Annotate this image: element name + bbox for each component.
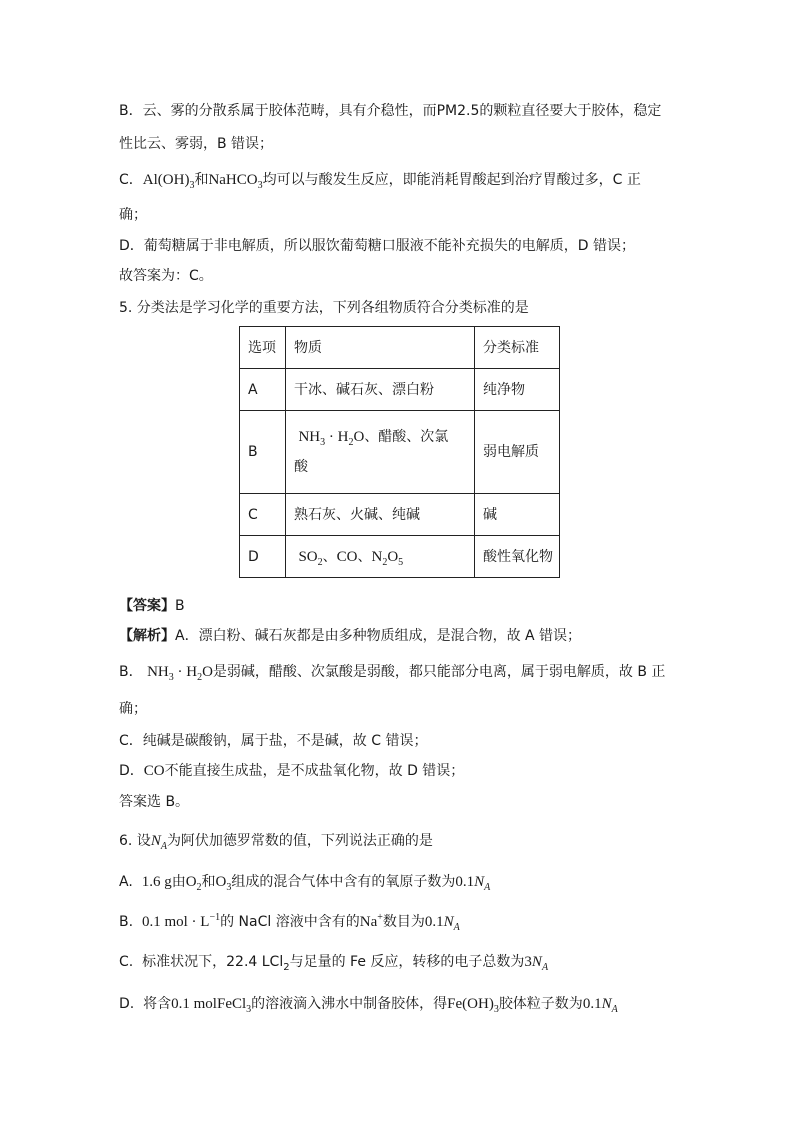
row-b-option: B bbox=[240, 411, 286, 494]
q6-stem-prefix: 6. 设 bbox=[119, 833, 151, 849]
analysis-b-rest: 是弱碱，醋酸、次氯酸是弱酸，都只能部分电离，属于弱电解质，故 B 正 bbox=[212, 664, 666, 680]
analysis-co: CO bbox=[143, 763, 165, 779]
row-d-standard: 酸性氧化物 bbox=[475, 536, 560, 578]
analysis-nh3-sub: 3 bbox=[168, 672, 174, 683]
q5-analysis-c: C．纯碱是碳酸钠，属于盐，不是碱，故 C 错误； bbox=[119, 733, 428, 749]
formula-na-ion bbox=[360, 914, 383, 930]
q5-classification-table bbox=[239, 326, 560, 578]
q6-option-a bbox=[119, 872, 490, 892]
analysis-label: 【解析】 bbox=[119, 628, 175, 644]
n2o5-o: O bbox=[387, 548, 399, 565]
prev-option-d-line: D．葡萄糖属于非电解质，所以服饮葡萄糖口服液不能补充损失的电解质，D 错误； bbox=[119, 238, 636, 254]
prev-c-rest: 均可以与酸发生反应，即能消耗胃酸起到治疗胃酸过多，C 正 bbox=[262, 172, 641, 188]
opt-a-na-base: N bbox=[474, 874, 485, 890]
opt-c-t2: 与足量的 Fe 反应，转移的电子总数为 bbox=[289, 954, 525, 970]
header-substance: 物质 bbox=[286, 327, 475, 369]
opt-b-t2: 数目为 bbox=[382, 914, 425, 930]
analysis-h-sub: 2 bbox=[197, 672, 203, 683]
opt-c-na-base: N bbox=[531, 954, 542, 970]
row-d-sep2: 、 bbox=[357, 548, 372, 565]
row-b-rest1: 、醋酸、次氯 bbox=[364, 429, 449, 445]
opt-d-t1: 将含 bbox=[143, 996, 172, 1012]
table-row-b bbox=[240, 411, 560, 494]
n2o5-nsub: 2 bbox=[382, 556, 388, 568]
q6-option-b bbox=[119, 912, 460, 932]
analysis-d-rest: 不能直接生成盐，是不成盐氧化物，故 D 错误； bbox=[164, 763, 465, 779]
prev-answer-line: 故答案为：C。 bbox=[119, 268, 213, 284]
formula-n2o5 bbox=[371, 548, 404, 568]
opt-c-cl-sub: 2 bbox=[283, 961, 290, 973]
opt-c-t1: 标准状况下，22.4 LCl bbox=[142, 954, 284, 970]
row-c-standard: 碱 bbox=[475, 494, 560, 536]
table-row-c bbox=[240, 494, 560, 536]
opt-d-na bbox=[601, 996, 618, 1015]
header-option: 选项 bbox=[240, 327, 286, 369]
row-b-substances bbox=[286, 411, 475, 494]
formula-nahco3-sub: 3 bbox=[257, 180, 263, 191]
q5-stem: 5. 分类法是学习化学的重要方法，下列各组物质符合分类标准的是 bbox=[119, 300, 529, 316]
opt-a-t3: 组成的混合气体中含有的氧原子数为 bbox=[231, 874, 456, 890]
o3-sub: 3 bbox=[226, 882, 232, 893]
formula-nahco3-base: NaHCO bbox=[208, 172, 258, 188]
opt-a-na-sub: A bbox=[484, 882, 491, 893]
formula-o3 bbox=[215, 874, 232, 893]
opt-d-na-sub: A bbox=[611, 1004, 618, 1015]
q5-analysis-b-line2: 确； bbox=[119, 701, 147, 717]
opt-d-t3: 胶体粒子数为 bbox=[498, 996, 583, 1012]
o2-sub: 2 bbox=[196, 882, 202, 893]
q6-stem-rest: 为阿伏加德罗常数的值，下列说法正确的是 bbox=[166, 833, 433, 849]
opt-b-na-sub: A bbox=[453, 922, 460, 933]
opt-b-conc-base: 0.1 mol · L bbox=[141, 914, 210, 930]
na-ion-base: Na bbox=[359, 914, 378, 930]
n2o5-n: N bbox=[371, 548, 383, 565]
opt-a-label: A. bbox=[119, 874, 133, 890]
opt-a-t2: 和 bbox=[201, 874, 216, 890]
q6-option-c bbox=[119, 952, 548, 972]
row-b-standard: 弱电解质 bbox=[475, 411, 560, 494]
h2o-sub: 2 bbox=[348, 437, 354, 448]
nh3-sub: 3 bbox=[320, 437, 326, 448]
n2o5-osub: 5 bbox=[398, 556, 404, 568]
o3-base: O bbox=[215, 874, 227, 890]
formula-o2 bbox=[185, 874, 202, 893]
q6-option-d bbox=[119, 994, 618, 1014]
answer-label: 【答案】 bbox=[119, 598, 175, 614]
q5-analysis-d bbox=[119, 761, 464, 781]
analysis-a-text: A．漂白粉、碱石灰都是由多种物质组成，是混合物，故 A 错误； bbox=[175, 628, 582, 644]
opt-c-value: 3 bbox=[524, 954, 532, 970]
analysis-h-base: H bbox=[186, 664, 198, 680]
formula-aloh3 bbox=[142, 172, 195, 191]
row-a-standard: 纯净物 bbox=[475, 369, 560, 411]
table-row-d bbox=[240, 536, 560, 578]
opt-b-conc bbox=[142, 914, 220, 930]
opt-c-na bbox=[531, 954, 549, 973]
formula-aloh3-sub: 3 bbox=[189, 180, 195, 191]
opt-a-value: 0.1 bbox=[455, 874, 475, 890]
row-c-substances: 熟石灰、火碱、纯碱 bbox=[286, 494, 475, 536]
formula-nahco3 bbox=[208, 172, 263, 191]
formula-co: CO bbox=[336, 548, 358, 565]
feoh3-sub: 3 bbox=[493, 1004, 499, 1015]
so2-base: SO bbox=[298, 548, 318, 565]
opt-a-t1: 由 bbox=[171, 874, 186, 890]
opt-d-amount bbox=[171, 996, 252, 1015]
opt-c-na-sub: A bbox=[541, 962, 549, 973]
formula-aloh3-base: Al(OH) bbox=[142, 172, 190, 188]
h2o-o: O bbox=[353, 429, 365, 445]
row-b-rest2: 酸 bbox=[294, 459, 308, 475]
opt-d-value: 0.1 bbox=[582, 996, 602, 1012]
prev-c-prefix: C． bbox=[119, 172, 143, 188]
q5-answer bbox=[119, 596, 185, 616]
nh3-dot: · bbox=[328, 429, 334, 445]
na-sub: A bbox=[160, 841, 167, 852]
opt-b-t1: 的 NaCl 溶液中含有的 bbox=[220, 914, 360, 930]
formula-nh3h2o bbox=[298, 429, 365, 448]
analysis-nh3-base: NH bbox=[147, 664, 169, 680]
o2-base: O bbox=[185, 874, 197, 890]
opt-a-mass: 1.6 g bbox=[141, 874, 172, 890]
opt-a-na bbox=[474, 874, 491, 893]
row-d-option: D bbox=[240, 536, 286, 578]
prev-option-b-line2: 性比云、雾弱，B 错误； bbox=[119, 136, 274, 152]
opt-d-na-base: N bbox=[601, 996, 612, 1012]
so2-sub: 2 bbox=[317, 556, 323, 568]
header-standard: 分类标准 bbox=[475, 327, 560, 369]
opt-b-na bbox=[443, 914, 460, 933]
na-ion-sup: + bbox=[377, 912, 383, 923]
na-base: N bbox=[150, 833, 161, 849]
opt-d-amount-sub: 3 bbox=[246, 1004, 252, 1015]
q5-analysis-a bbox=[119, 626, 581, 646]
opt-b-label: B. bbox=[119, 914, 134, 930]
opt-b-conc-sup: −1 bbox=[209, 912, 221, 923]
nh3-base: NH bbox=[298, 429, 321, 445]
opt-d-label: D. bbox=[119, 996, 135, 1012]
analysis-b-prefix: B． bbox=[119, 664, 143, 680]
q5-conclusion: 答案选 B。 bbox=[119, 794, 190, 810]
formula-so2 bbox=[298, 548, 323, 568]
opt-d-amount-base: 0.1 molFeCl bbox=[171, 996, 247, 1012]
row-d-sep1: 、 bbox=[322, 548, 337, 565]
analysis-d-prefix: D． bbox=[119, 763, 144, 779]
prev-option-c-line2: 确； bbox=[119, 207, 147, 223]
q6-stem bbox=[119, 831, 433, 851]
opt-d-t2: 的溶液滴入沸水中制备胶体，得 bbox=[251, 996, 448, 1012]
table-row-a bbox=[240, 369, 560, 411]
q5-analysis-b-line1 bbox=[119, 662, 665, 682]
table-header-row bbox=[240, 327, 560, 369]
row-a-substances: 干冰、碱石灰、漂白粉 bbox=[286, 369, 475, 411]
opt-b-value: 0.1 bbox=[424, 914, 444, 930]
opt-c-label: C. bbox=[119, 954, 134, 970]
symbol-na bbox=[150, 833, 167, 852]
answer-value: B bbox=[175, 598, 185, 614]
prev-option-b-line1: B．云、雾的分散系属于胶体范畴，具有介稳性，而PM2.5的颗粒直径要大于胶体，稳定 bbox=[119, 103, 662, 119]
prev-c-and: 和 bbox=[194, 172, 209, 188]
feoh3-base: Fe(OH) bbox=[447, 996, 494, 1012]
analysis-o: O bbox=[202, 664, 213, 680]
row-d-substances bbox=[286, 536, 475, 578]
formula-feoh3 bbox=[447, 996, 499, 1015]
h2o-base: H bbox=[337, 429, 349, 445]
row-a-option: A bbox=[240, 369, 286, 411]
row-c-option: C bbox=[240, 494, 286, 536]
prev-option-c-line1 bbox=[119, 170, 641, 190]
formula-nh3h2o-analysis bbox=[147, 664, 213, 683]
analysis-dot: · bbox=[177, 664, 183, 680]
opt-b-na-base: N bbox=[443, 914, 454, 930]
